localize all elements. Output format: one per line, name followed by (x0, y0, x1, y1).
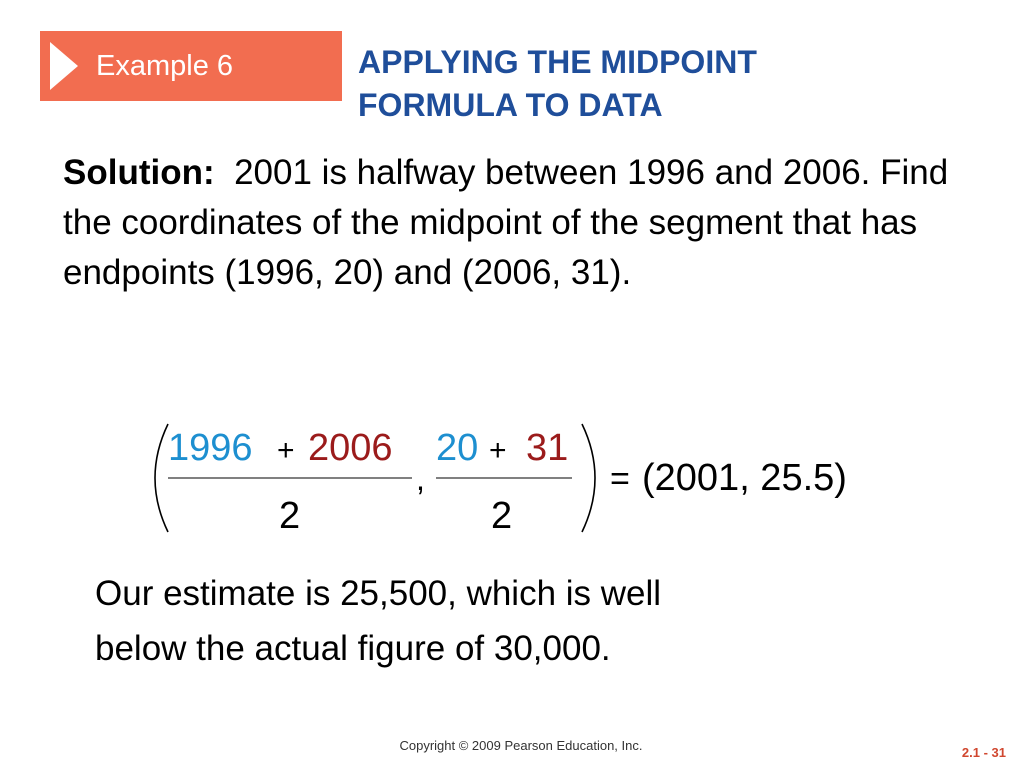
slide-title (358, 41, 918, 127)
y1-value: 20 (436, 427, 479, 469)
plus-sign-x: + (277, 434, 295, 467)
solution-label: Solution: (63, 153, 215, 192)
page-number: 2.1 - 31 (961, 745, 1006, 760)
midpoint-result: (2001, 25.5) (642, 457, 847, 499)
solution-paragraph (63, 148, 963, 298)
x1-value: 1996 (168, 427, 253, 469)
triangle-icon (50, 42, 78, 90)
conclusion-paragraph (95, 566, 955, 676)
example-label: Example 6 (96, 49, 234, 82)
plus-sign-y: + (489, 434, 507, 467)
y2-value: 31 (526, 427, 569, 469)
equals-sign: = (610, 460, 630, 498)
formula-svg (140, 418, 900, 548)
copyright-text: Copyright © 2009 Pearson Education, Inc. (399, 738, 643, 753)
solution-text: 2001 is halfway between 1996 and 2006. Find the coordinates of the midpoint of the segment that has endpoints (1996, 20) and (2006, 31). (63, 153, 949, 292)
conclusion-line-1: Our estimate is 25,500, which is well (95, 574, 662, 613)
left-paren (155, 424, 168, 532)
conclusion-line-2: below the actual figure of 30,000. (95, 629, 611, 668)
denominator-y: 2 (491, 495, 513, 537)
copyright-notice (0, 738, 1024, 753)
example-badge (40, 31, 342, 101)
slide-title-line-1: APPLYING THE MIDPOINT (358, 44, 757, 80)
midpoint-formula (140, 418, 900, 548)
right-paren (582, 424, 595, 532)
x2-value: 2006 (308, 427, 393, 469)
comma: , (416, 461, 425, 497)
denominator-x: 2 (279, 495, 301, 537)
slide-title-line-2: FORMULA TO DATA (358, 87, 663, 123)
